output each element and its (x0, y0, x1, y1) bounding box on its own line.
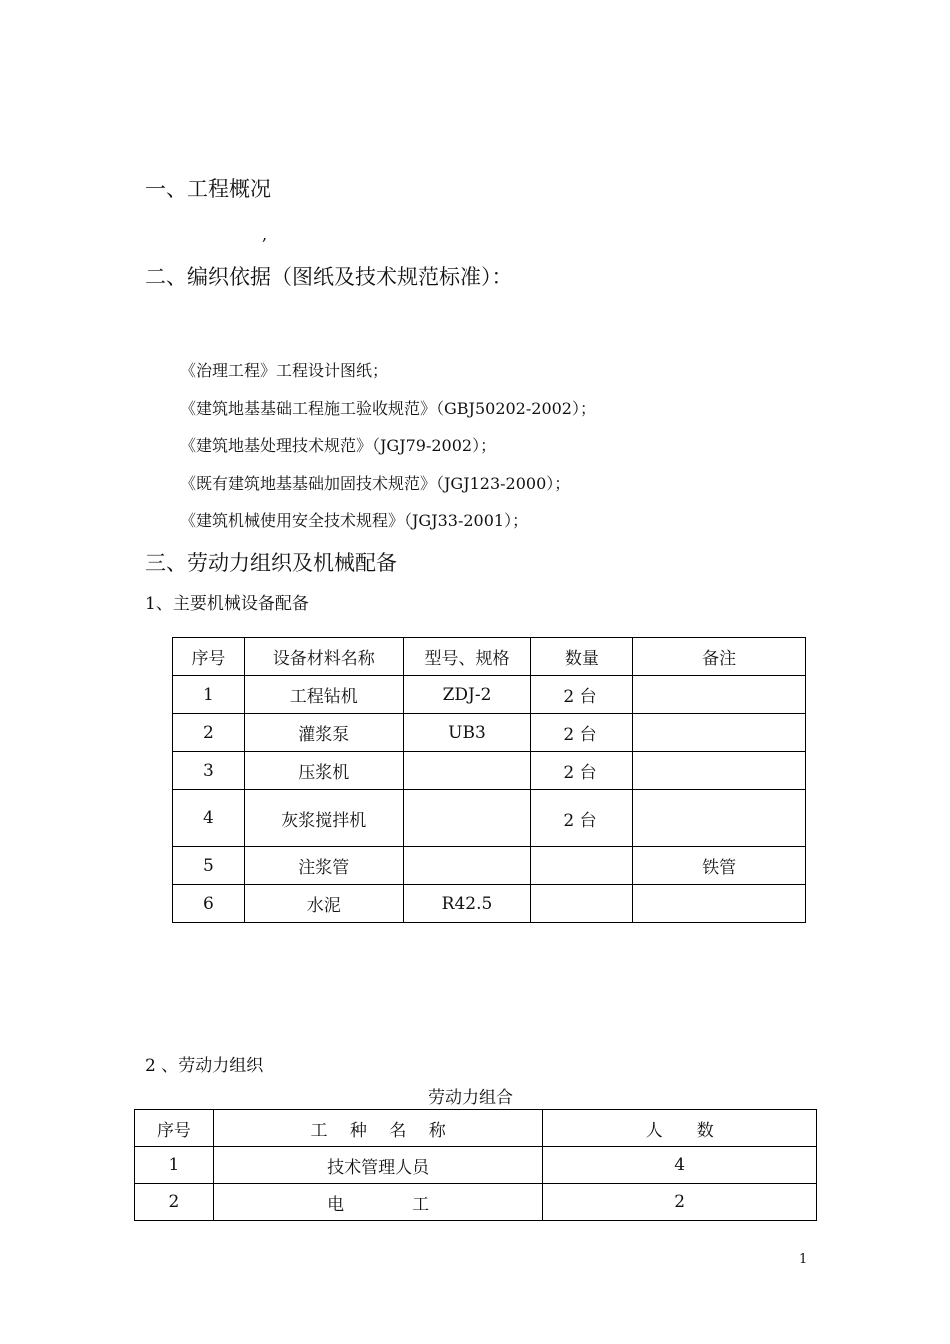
table-cell: 4 (543, 1147, 817, 1184)
stray-mark: , (262, 225, 268, 244)
reference-item: 《治理工程》工程设计图纸； (180, 361, 389, 380)
table-cell: 2 台 (531, 714, 633, 752)
table-row (173, 714, 806, 752)
page-number: 1 (799, 1252, 808, 1267)
table-cell (633, 752, 806, 790)
table-cell: 注浆管 (244, 847, 403, 885)
table-row (173, 847, 806, 885)
table-header-row (173, 638, 806, 676)
table-row (173, 790, 806, 847)
table-cell (403, 752, 531, 790)
table-cell: 5 (173, 847, 245, 885)
reference-item: 《建筑地基基础工程施工验收规范》（GBJ50202-2002）； (180, 399, 596, 418)
table-cell: 灌浆泵 (244, 714, 403, 752)
table-cell: 电 工 (213, 1184, 543, 1221)
table-cell: 2 台 (531, 752, 633, 790)
header-cell: 人 数 (543, 1110, 817, 1147)
labor-subtitle: 2 、劳动力组织 (145, 1056, 264, 1076)
header-cell: 工 种 名 称 (213, 1110, 543, 1147)
table-cell (531, 885, 633, 923)
table-cell: 技术管理人员 (213, 1147, 543, 1184)
table-cell: 2 (173, 714, 245, 752)
table-cell (403, 847, 531, 885)
equipment-subtitle: 1、主要机械设备配备 (145, 594, 309, 614)
reference-item: 《建筑地基处理技术规范》（JGJ79-2002）； (180, 436, 497, 455)
header-cell: 型号、规格 (403, 638, 531, 676)
table-cell: R42.5 (403, 885, 531, 923)
table-cell (633, 885, 806, 923)
reference-item: 《既有建筑地基基础加固技术规范》（JGJ123-2000）； (180, 474, 571, 493)
equipment-table (172, 637, 806, 923)
labor-table (134, 1109, 817, 1221)
table-cell: 1 (135, 1147, 214, 1184)
table-cell: 2 台 (531, 676, 633, 714)
table-cell: 灰浆搅拌机 (244, 790, 403, 847)
table-cell (403, 790, 531, 847)
table-row (173, 752, 806, 790)
table-cell (531, 847, 633, 885)
table-row (173, 885, 806, 923)
table-cell: 1 (173, 676, 245, 714)
table-cell: 水泥 (244, 885, 403, 923)
header-cell: 备注 (633, 638, 806, 676)
header-cell: 设备材料名称 (244, 638, 403, 676)
table-row (173, 676, 806, 714)
header-cell: 数量 (531, 638, 633, 676)
table-cell: 2 台 (531, 790, 633, 847)
table-cell: 压浆机 (244, 752, 403, 790)
reference-item: 《建筑机械使用安全技术规程》（JGJ33-2001）； (180, 511, 529, 530)
table-cell: 3 (173, 752, 245, 790)
section-2-title: 二、编织依据（图纸及技术规范标准）： (145, 265, 513, 289)
table-cell: UB3 (403, 714, 531, 752)
table-cell: 2 (135, 1184, 214, 1221)
table-row (135, 1147, 817, 1184)
table-cell: ZDJ-2 (403, 676, 531, 714)
table-cell: 4 (173, 790, 245, 847)
labor-table-caption: 劳动力组合 (428, 1088, 513, 1108)
table-cell (633, 790, 806, 847)
header-cell: 序号 (135, 1110, 214, 1147)
table-row (135, 1184, 817, 1221)
table-cell: 2 (543, 1184, 817, 1221)
header-cell: 序号 (173, 638, 245, 676)
table-cell: 6 (173, 885, 245, 923)
section-3-title: 三、劳动力组织及机械配备 (145, 551, 397, 575)
table-cell: 铁管 (633, 847, 806, 885)
table-cell (633, 676, 806, 714)
table-cell: 工程钻机 (244, 676, 403, 714)
table-cell (633, 714, 806, 752)
section-1-title: 一、工程概况 (145, 177, 271, 201)
table-header-row (135, 1110, 817, 1147)
